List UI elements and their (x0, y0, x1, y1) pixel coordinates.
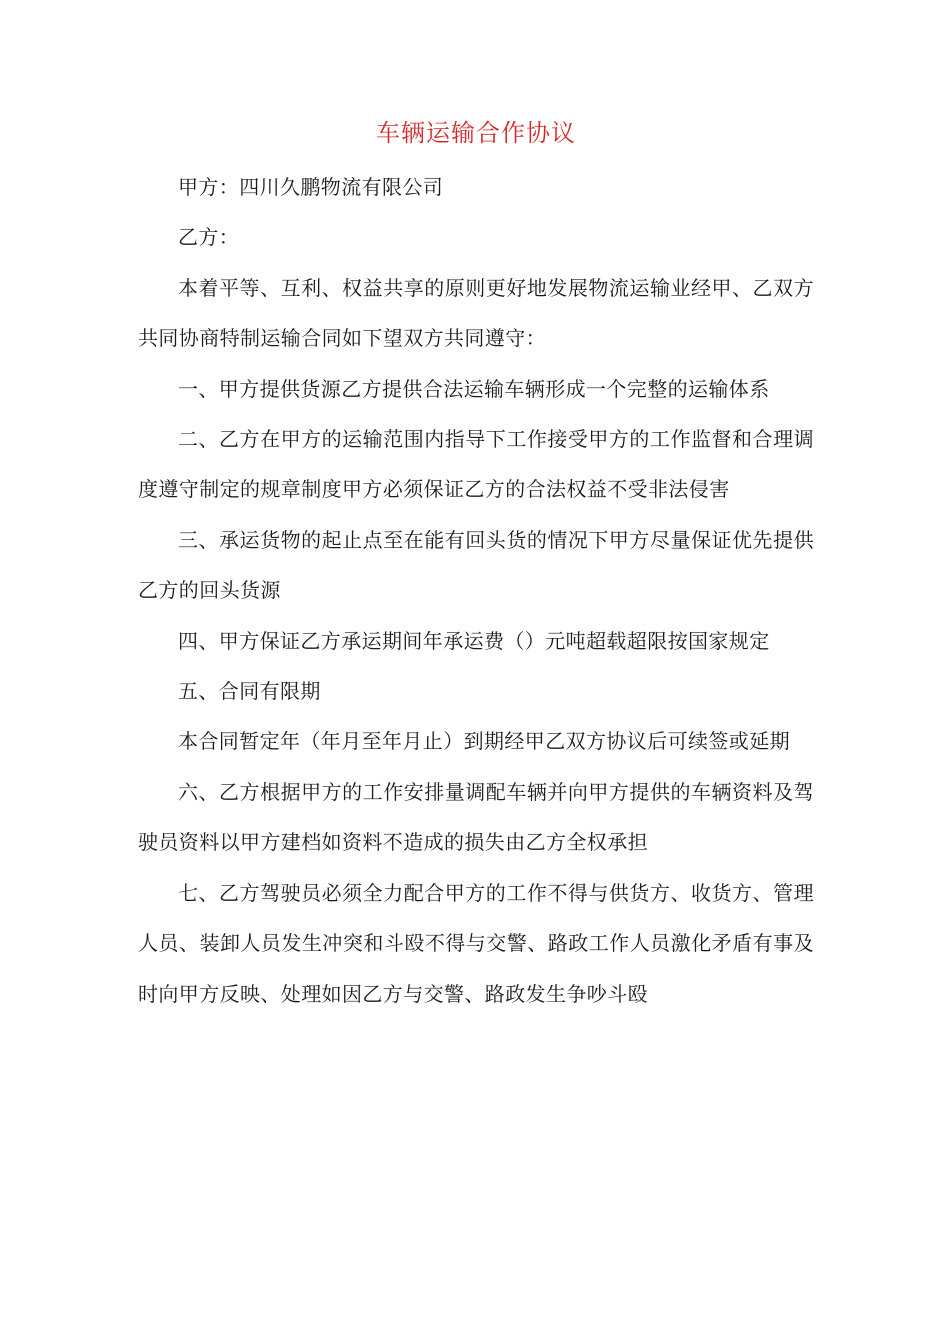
clause-6: 六、乙方根据甲方的工作安排量调配车辆并向甲方提供的车辆资料及驾驶员资料以甲方建档如资料不造成的损失由乙方全权承担 (138, 779, 814, 855)
clause-4: 四、甲方保证乙方承运期间年承运费（）元吨超载超限按国家规定 (178, 628, 770, 653)
clause-3: 三、承运货物的起止点至在能有回头货的情况下甲方尽量保证优先提供乙方的回头货源 (138, 527, 814, 603)
clause-5-body: 本合同暂定年（年月至年月止）到期经甲乙双方协议后可续签或延期 (178, 729, 790, 754)
preamble-paragraph: 本着平等、互利、权益共享的原则更好地发展物流运输业经甲、乙双方共同协商特制运输合同如下望双方共同遵守： (138, 275, 814, 351)
party-a-line: 甲方：四川久鹏物流有限公司 (178, 175, 444, 199)
document-title: 车辆运输合作协议 (376, 119, 576, 147)
clause-5-heading: 五、合同有限期 (178, 679, 321, 704)
party-b-line: 乙方： (178, 225, 240, 250)
clause-1: 一、甲方提供货源乙方提供合法运输车辆形成一个完整的运输体系 (178, 376, 770, 401)
clause-7: 七、乙方驾驶员必须全力配合甲方的工作不得与供货方、收货方、管理人员、装卸人员发生冲突和斗殴不得与交警、路政工作人员激化矛盾有事及时向甲方反映、处理如因乙方与交警、路政发生争吵斗殴 (138, 880, 814, 1006)
clause-2: 二、乙方在甲方的运输范围内指导下工作接受甲方的工作监督和合理调度遵守制定的规章制度甲方必须保证乙方的合法权益不受非法侵害 (138, 427, 814, 502)
